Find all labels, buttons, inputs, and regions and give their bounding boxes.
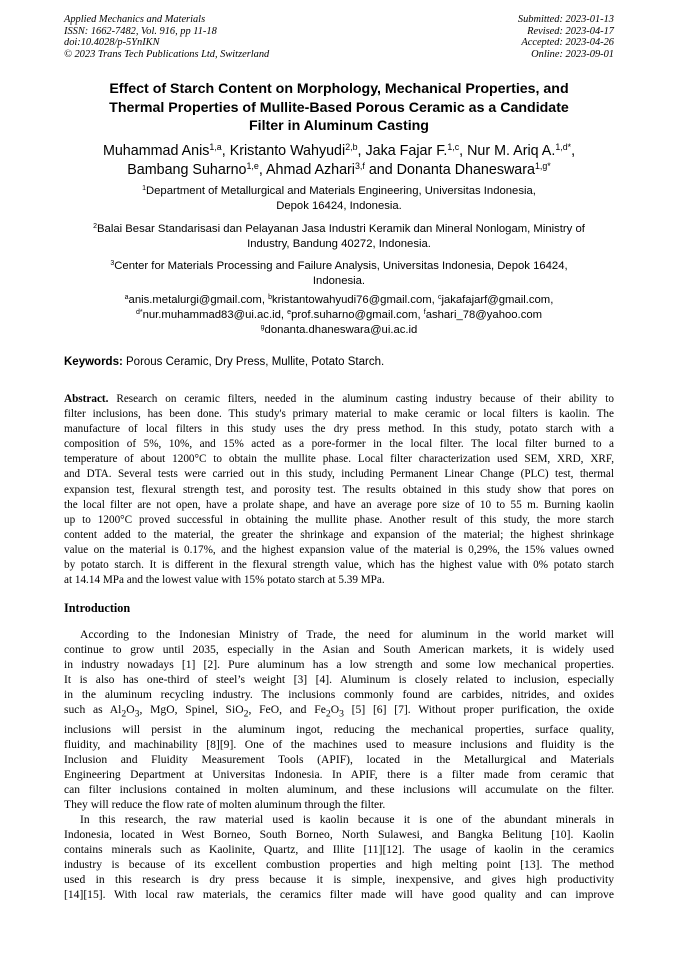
body-line: used in this research is dry press because it is simple, inexpensive, and gives high productivity	[64, 873, 614, 887]
affiliation-line: Indonesia.	[312, 275, 366, 288]
body-line: inclusions will persist in the aluminum ingot, reducing the mechanical properties, surface quality,	[64, 722, 614, 736]
body-line: It is also has one-third of steel’s weight [3] [4]. Aluminum is closely related to inclusion, especially	[64, 673, 614, 687]
body-line: fluidity, and machinability [8][9]. One of the machines used to measure inclusions and fluidity is the	[64, 737, 614, 751]
author-name: Nur M. Ariq A.	[467, 143, 556, 159]
abstract-line: value on the material is 0.17%, and the highest expansion value of the material is 0,29%, the 15% values owned	[64, 543, 614, 556]
keywords-text: Porous Ceramic, Dry Press, Mullite, Potato Starch.	[126, 356, 385, 368]
body-line: [14][15]. With local raw materials, the ceramics filter made will have good quality and can improve	[64, 888, 614, 902]
body-line: in the aluminum recycling industry. The inclusions commonly found are carbides, nitrides, and oxides	[64, 688, 614, 702]
journal-name: Applied Mechanics and Materials	[64, 14, 206, 25]
abstract-line	[64, 392, 614, 407]
abstract-line: temperature of about 1200°C to obtain the mullite phase. Local filter characterization used SEM, XRD, XRF,	[64, 453, 614, 466]
affiliation-text: Department of Metallurgical and Materials Engineering, Universitas Indonesia,	[145, 185, 536, 197]
title-line: Thermal Properties of Mullite-Based Porous Ceramic as a Candidate	[109, 99, 569, 116]
abstract-line: content added to the material, the greater the shrinkage and expansion of the material; the highest shrinkage	[64, 528, 614, 541]
abstract-text: Research on ceramic filters, needed in the aluminum casting industry because of their ability to	[116, 393, 614, 405]
affiliation-number: 2	[93, 223, 97, 231]
body-line: industry is because of its excellent combustion properties and high melting point [13]. The method	[64, 858, 614, 872]
affiliation-line: Depok 16424, Indonesia.	[276, 200, 402, 213]
issn-line: ISSN: 1662-7482, Vol. 916, pp 11-18	[64, 25, 217, 37]
email-address[interactable]: anis.metalurgi@gmail.com	[128, 294, 262, 306]
affiliation-line	[50, 222, 628, 237]
abstract-line: at 14.14 MPa and the lowest value with 15% potato starch at 5.39 MPa.	[64, 574, 385, 587]
body-line: can filter inclusions contained in molten aluminum, and these inclusions will accumulate on the filter.	[64, 782, 614, 796]
author-name: Donanta Dhaneswara	[396, 162, 535, 178]
abstract-label: Abstract.	[64, 393, 109, 405]
abstract	[64, 392, 614, 588]
author-name: Bambang Suharno	[127, 162, 247, 178]
body-line: In this research, the raw material used is kaolin because it is one of the abundant minerals in	[80, 812, 614, 826]
title-line: Filter in Aluminum Casting	[249, 118, 429, 134]
author-conjunction: and	[368, 162, 393, 178]
affiliation-3	[50, 259, 628, 289]
email-list	[50, 293, 628, 339]
journal-header-right	[518, 14, 614, 60]
abstract-line: up to 1200°C proved successful in obtaining the mullite phase. Another result of this study, the more starch	[64, 513, 614, 526]
email-address[interactable]: nur.muhammad83@ui.ac.id	[142, 309, 281, 322]
email-address[interactable]: prof.suharno@gmail.com	[291, 309, 418, 322]
paper-title	[40, 80, 638, 136]
author-name: Muhammad Anis	[102, 143, 210, 159]
section-heading-introduction: Introduction	[64, 601, 131, 615]
abstract-line: the local filter are not open, have a prolate shape, and have an average pore size of 10 to 55 m. Burning kaolin	[64, 498, 614, 511]
affiliation-text: Center for Materials Processing and Failure Analysis, Universitas Indonesia, Depok 16424,	[114, 260, 568, 272]
body-line: Indonesia, located in West Borneo, South Borneo, North Sulawesi, and Bangka Belitung [10]. Kaolin	[64, 827, 614, 841]
author-affiliation-mark: 1,e	[246, 161, 259, 172]
body-line: in industry nowadays [1] [2]. Pure aluminum has a low strength and some low mechanical properties.	[64, 658, 614, 672]
abstract-line: filter inclusions, has been done. This study's primary material to make ceramic or local filters is kaolin. The	[64, 408, 614, 421]
body-line: continue to grow until 2035, especially in the Asian and South American markets, it is widely used	[64, 643, 614, 657]
affiliation-line	[50, 184, 628, 199]
abstract-line: expansion test, flexural strength test, and porosity test. The results obtained in this study show that pores on	[64, 483, 614, 496]
revised-date: Revised: 2023-04-17	[527, 25, 614, 37]
author-line: Muhammad Anis$^{1,a}$, Kristanto Wahyudi$^{2,b}$, Jaka Fajar F.$^{1,c}$, Nur M. Ariq A.$^{1,d*}$,	[102, 142, 576, 159]
author-name: Jaka Fajar F.	[365, 143, 448, 159]
abstract-line: manufacture of local filters in this study uses the dry press method. In this study, potato starch with a	[64, 423, 614, 436]
title-line: Effect of Starch Content on Morphology, Mechanical Properties, and	[109, 81, 569, 97]
body-line: They will reduce the flow rate of molten aluminum through the filter.	[64, 797, 386, 811]
copyright-line: © 2023 Trans Tech Publications Ltd, Switzerland	[64, 48, 270, 60]
journal-header-left	[64, 14, 269, 60]
body-line: contains minerals such as Kaolinite, Quartz, and Illite [11][12]. The usage of kaolin in the ceramics	[64, 842, 614, 856]
email-address[interactable]: kristantowahyudi76@gmail.com	[272, 294, 432, 306]
affiliation-2	[50, 222, 628, 252]
body-line: According to the Indonesian Ministry of Trade, the need for aluminum in the world market will	[80, 628, 614, 641]
author-affiliation-mark: 3,f	[354, 161, 365, 172]
email-line: $^{d*}$nur.muhammad83@ui.ac.id, $^e$prof.suharno@gmail.com, $^f$ashari_78@yahoo.com	[135, 309, 543, 322]
affiliation-line: Industry, Bandung 40272, Indonesia.	[247, 238, 431, 251]
email-address[interactable]: ashari_78@yahoo.com	[425, 309, 543, 322]
abstract-line: by potato starch. It is different in the flexural strength value, which has the highest value with 0% potato starch	[64, 559, 614, 572]
author-name: Ahmad Azhari	[265, 162, 355, 178]
author-name: Kristanto Wahyudi	[229, 143, 346, 159]
author-list	[20, 142, 658, 180]
author-affiliation-mark: 1,a	[209, 142, 222, 153]
affiliation-line	[50, 259, 628, 274]
keywords	[64, 356, 384, 368]
online-date: Online: 2023-09-01	[531, 48, 614, 60]
email-line: $^a$anis.metalurgi@gmail.com, $^b$kristantowahyudi76@gmail.com, $^c$jakafajarf@gmail.com,	[124, 294, 554, 306]
affiliation-text: Balai Besar Standarisasi dan Pelayanan Jasa Industri Keramik dan Mineral Nonlogam, Ministry of	[97, 223, 585, 235]
email-address[interactable]: donanta.dhaneswara@ui.ac.id	[264, 324, 418, 337]
body-line: Engineering Department at Universitas Indonesia. In APIF, there is a filter made from ceramic that	[64, 767, 614, 781]
affiliation-number: 3	[110, 260, 115, 268]
accepted-date: Accepted: 2023-04-26	[521, 37, 614, 49]
body-line: such as $Al_2O_3$, MgO, Spinel, SiO$_2$, FeO, and $Fe_2O_3$ [5] [6] [7]. Without proper purification, the oxide	[64, 703, 614, 720]
author-affiliation-mark: 1,d*	[555, 142, 572, 153]
doi-line: doi:10.4028/p-5YnIKN	[64, 37, 160, 49]
author-affiliation-mark: 2,b	[345, 142, 358, 153]
email-address[interactable]: jakafajarf@gmail.com	[441, 294, 551, 306]
body-line: Inclusion and Fluidity Measurement Tools (APIF), located in the Metallurgical and Materials	[64, 752, 614, 766]
abstract-line: and DTA. Several tests were carried out in this study, including Permanent Linear Change (PLC) test, thermal	[64, 468, 614, 481]
affiliation-number: 1	[142, 185, 146, 193]
submitted-date: Submitted: 2023-01-13	[517, 14, 614, 25]
abstract-line: composition of 5%, 10%, and 15% acted as a pore-former in the local filter. The local filter burned to a	[64, 438, 614, 451]
email-line: $^g$donanta.dhaneswara@ui.ac.id	[260, 324, 418, 337]
author-line: Bambang Suharno$^{1,e}$, Ahmad Azhari$^{3,f}$ and Donanta Dhaneswara$^{1,g*}$	[127, 161, 551, 178]
author-affiliation-mark: 1,c	[447, 142, 460, 153]
author-affiliation-mark: 1,g*	[534, 161, 551, 172]
keywords-label: Keywords:	[64, 356, 123, 368]
introduction-body	[64, 627, 614, 902]
affiliation-1	[50, 184, 628, 214]
